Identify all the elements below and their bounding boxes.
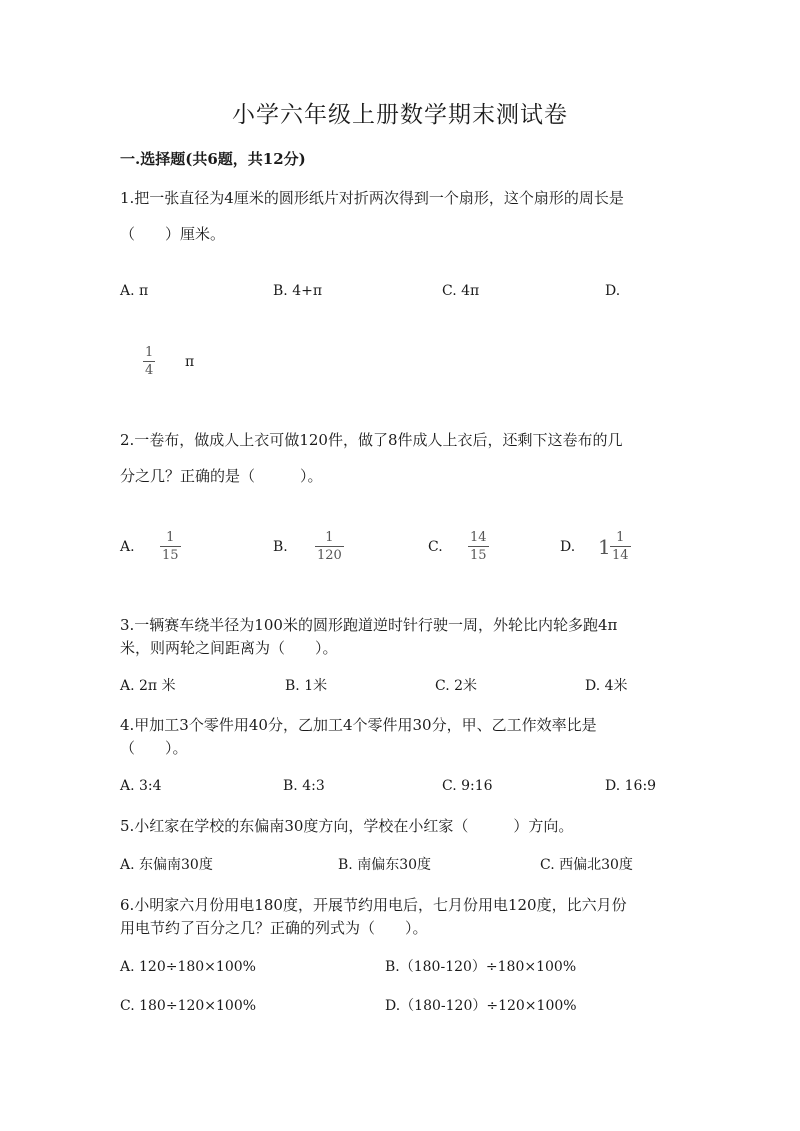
fraction-numerator: 1 bbox=[325, 530, 334, 545]
question-2-text-line2: 分之几？正确的是（ ）。 bbox=[120, 467, 323, 485]
fraction-denominator: 4 bbox=[145, 363, 154, 378]
fraction-denominator: 14 bbox=[612, 548, 629, 563]
question-3-option-c[interactable]: C. 2米 bbox=[435, 678, 478, 694]
question-4-option-d[interactable]: D. 16:9 bbox=[605, 778, 657, 794]
section-heading: 一.选择题(共6题，共12分) bbox=[120, 150, 306, 168]
question-4-option-c[interactable]: C. 9:16 bbox=[442, 778, 493, 794]
question-2-option-a-fraction[interactable] bbox=[160, 530, 181, 563]
question-1-option-a[interactable]: A. π bbox=[120, 283, 149, 299]
question-2-option-b-fraction[interactable] bbox=[315, 530, 344, 563]
question-4-option-a[interactable]: A. 3:4 bbox=[120, 778, 162, 794]
question-6-text-line2: 用电节约了百分之几？正确的列式为（ ）。 bbox=[120, 919, 428, 937]
fraction-denominator: 120 bbox=[317, 548, 342, 563]
question-6-option-c[interactable]: C. 180÷120×100% bbox=[120, 998, 257, 1014]
fraction-denominator: 15 bbox=[162, 548, 179, 563]
question-3-option-d[interactable]: D. 4米 bbox=[585, 678, 628, 694]
question-3-option-a[interactable]: A. 2π 米 bbox=[120, 678, 176, 694]
question-5-option-c[interactable]: C. 西偏北30度 bbox=[540, 857, 633, 873]
question-2-option-d-whole[interactable]: 1 bbox=[598, 535, 611, 559]
question-2-option-d-label[interactable]: D. bbox=[560, 539, 576, 555]
question-5-option-b[interactable]: B. 南偏东30度 bbox=[338, 857, 432, 873]
question-1-option-d[interactable]: D. bbox=[605, 283, 621, 299]
question-4-text-line1: 4.甲加工3个零件用40分，乙加工4个零件用30分，甲、乙工作效率比是 bbox=[120, 716, 597, 734]
question-2-option-d-fraction[interactable] bbox=[610, 530, 631, 563]
fraction-numerator: 1 bbox=[616, 530, 625, 545]
question-5-text: 5.小红家在学校的东偏南30度方向，学校在小红家（ ）方向。 bbox=[120, 817, 574, 835]
question-5-option-a[interactable]: A. 东偏南30度 bbox=[120, 857, 213, 873]
fraction-numerator: 14 bbox=[470, 530, 487, 545]
question-1-option-d-fraction[interactable] bbox=[143, 345, 155, 378]
question-1-text-line1: 1.把一张直径为4厘米的圆形纸片对折两次得到一个扇形，这个扇形的周长是 bbox=[120, 189, 624, 207]
page-title: 小学六年级上册数学期末测试卷 bbox=[232, 102, 568, 128]
question-2-option-c-fraction[interactable] bbox=[468, 530, 489, 563]
question-1-text-line2: （ ）厘米。 bbox=[120, 225, 226, 243]
question-2-option-c-label[interactable]: C. bbox=[428, 539, 443, 555]
question-3-text-line1: 3.一辆赛车绕半径为100米的圆形跑道逆时针行驶一周，外轮比内轮多跑4π bbox=[120, 616, 618, 634]
question-6-option-a[interactable]: A. 120÷180×100% bbox=[120, 959, 256, 975]
question-4-text-line2: （ ）。 bbox=[120, 739, 188, 757]
question-3-option-b[interactable]: B. 1米 bbox=[285, 678, 328, 694]
question-6-text-line1: 6.小明家六月份用电180度，开展节约用电后，七月份用电120度，比六月份 bbox=[120, 896, 627, 914]
question-1-option-d-suffix: π bbox=[185, 354, 195, 370]
fraction-numerator: 1 bbox=[145, 345, 154, 360]
question-6-option-d[interactable]: D.（180-120）÷120×100% bbox=[385, 998, 577, 1014]
question-4-option-b[interactable]: B. 4:3 bbox=[283, 778, 325, 794]
question-6-option-b[interactable]: B.（180-120）÷180×100% bbox=[385, 959, 577, 975]
question-2-option-a-label[interactable]: A. bbox=[120, 539, 135, 555]
question-2-text-line1: 2.一卷布，做成人上衣可做120件，做了8件成人上衣后，还剩下这卷布的几 bbox=[120, 431, 623, 449]
question-2-option-b-label[interactable]: B. bbox=[273, 539, 288, 555]
question-3-text-line2: 米，则两轮之间距离为（ ）。 bbox=[120, 639, 338, 657]
fraction-numerator: 1 bbox=[166, 530, 175, 545]
fraction-denominator: 15 bbox=[470, 548, 487, 563]
question-1-option-b[interactable]: B. 4+π bbox=[273, 283, 323, 299]
question-1-option-c[interactable]: C. 4π bbox=[442, 283, 480, 299]
